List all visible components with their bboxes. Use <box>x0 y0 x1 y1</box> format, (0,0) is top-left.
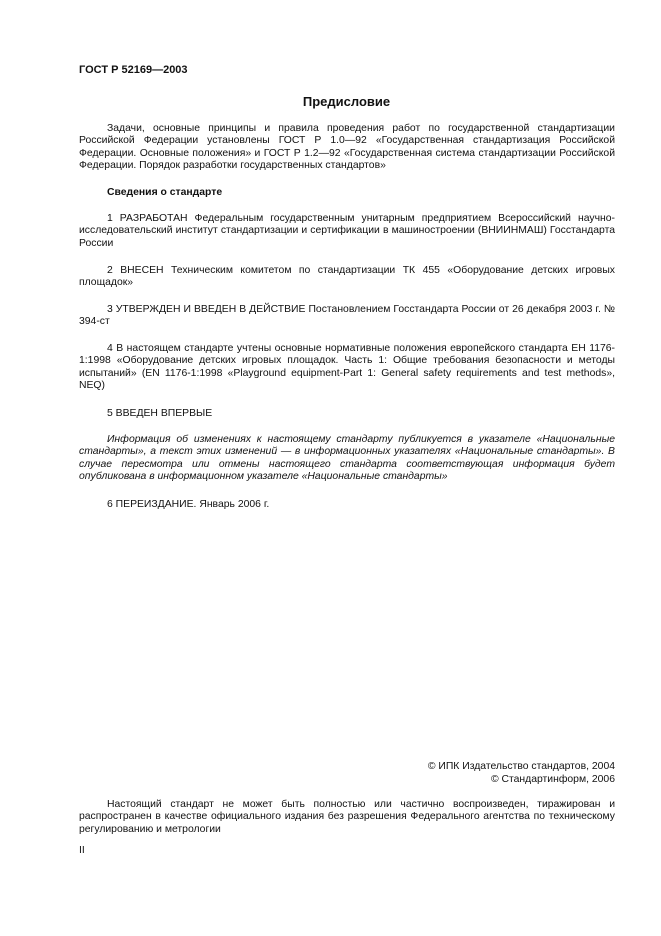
changes-info-paragraph: Информация об изменениях к настоящему стандарту публикуется в указателе «Национальные стандарты», а текст этих изменений — в информационных указателях «Национальные стандарты». В случае пересмотра или отмены настоящего стандарта соответствующая информация будет опубликована в информационном указателе «Национальные стандарты» <box>79 434 615 483</box>
item-5-first-introduced: 5 ВВЕДЕН ВПЕРВЫЕ <box>107 408 213 419</box>
page-title: Предисловие <box>302 94 391 109</box>
section-heading: Сведения о стандарте <box>107 187 223 198</box>
reproduction-notice: Настоящий стандарт не может быть полностью или частично воспроизведен, тиражирован и распространен в качестве официального издания без разрешения Федерального агентства по техническому регулированию и метрологии <box>79 799 615 835</box>
document-code: ГОСТ Р 52169—2003 <box>79 64 188 76</box>
item-2-introduced: 2 ВНЕСЕН Техническим комитетом по стандартизации ТК 455 «Оборудование детских игровых площадок» <box>79 265 615 289</box>
intro-paragraph: Задачи, основные принципы и правила проведения работ по государственной стандартизации Российской Федерации установлены ГОСТ Р 1.0—92 «Государственная стандартизация Российской Федерации. Основные положения» и ГОСТ Р 1.2—92 «Государственная система стандартизации Российской Федерации. Порядок разработки государственных стандартов» <box>79 123 615 172</box>
item-1-developed: 1 РАЗРАБОТАН Федеральным государственным унитарным предприятием Всероссийский научно-исследовательский институт стандартизации и сертификации в машиностроении (ВНИИНМАШ) Госстандарта России <box>79 213 615 249</box>
item-3-approved: 3 УТВЕРЖДЕН И ВВЕДЕН В ДЕЙСТВИЕ Постановлением Госстандарта России от 26 декабря 2003 г. № 394-ст <box>79 304 615 328</box>
item-6-reissue: 6 ПЕРЕИЗДАНИЕ. Январь 2006 г. <box>107 499 270 510</box>
copyright-publisher-2004: © ИПК Издательство стандартов, 2004 <box>427 761 615 772</box>
copyright-standartinform-2006: © Стандартинформ, 2006 <box>490 774 615 785</box>
item-4-european-standard: 4 В настоящем стандарте учтены основные нормативные положения европейского стандарта ЕН 1176-1:1998 «Оборудование детских игровых площадок. Часть 1: Общие требования безопасности и методы испытаний» (EN 1176-1:1998 «Playground equipment-Part 1: General safety requirements and test methods», NEQ) <box>79 343 615 392</box>
page-number: II <box>79 845 85 856</box>
